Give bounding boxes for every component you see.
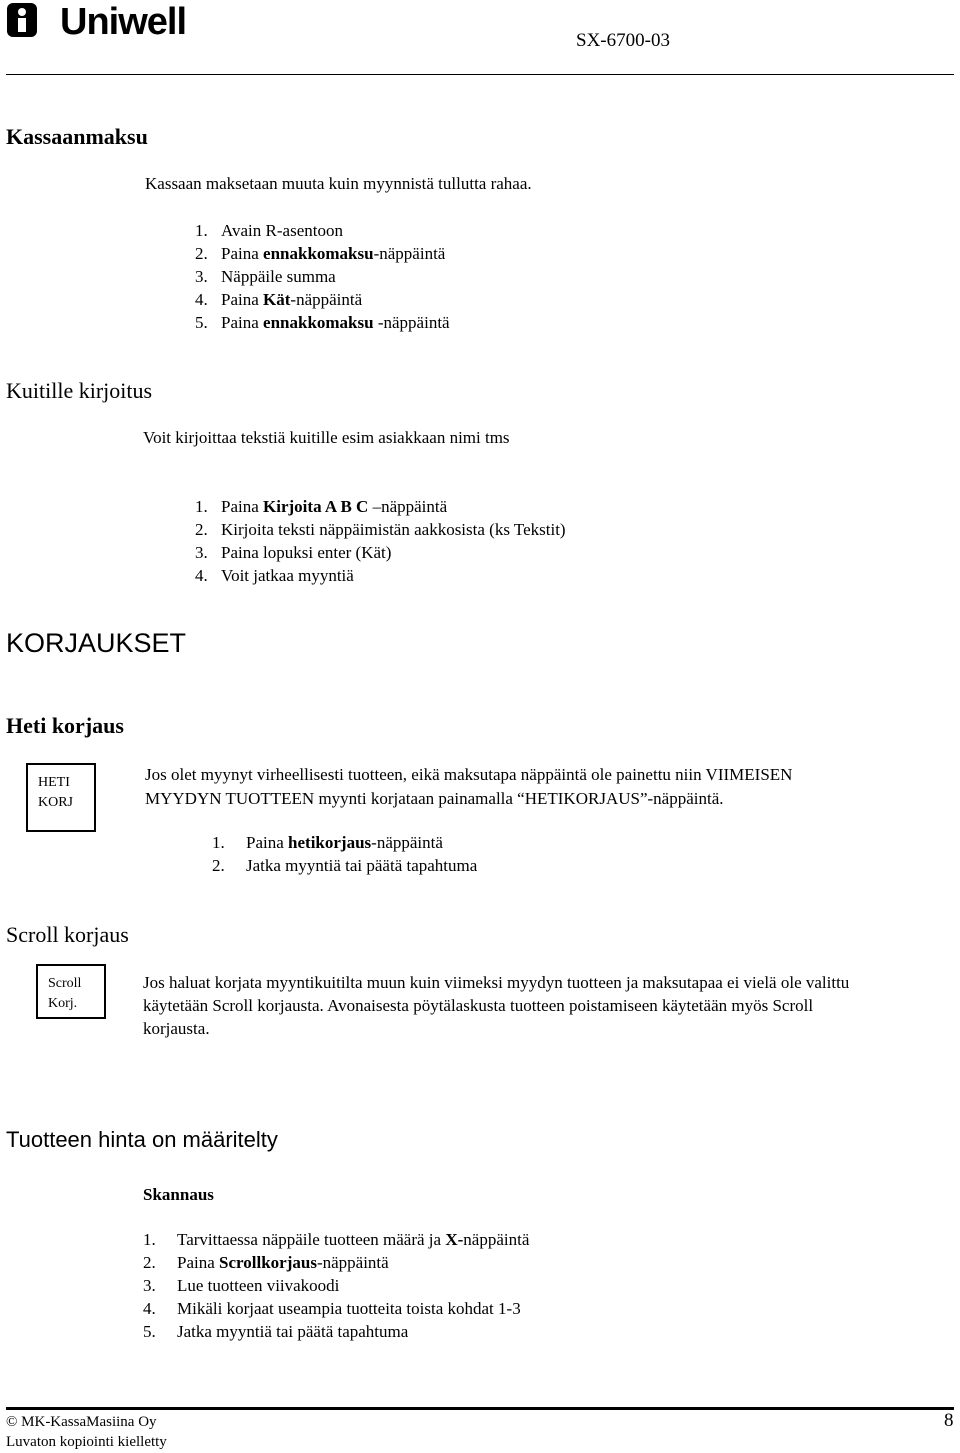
page-number: 8	[944, 1410, 954, 1431]
list-item: 2. Paina Scrollkorjaus-näppäintä	[143, 1253, 389, 1272]
section-title-kassaanmaksu: Kassaanmaksu	[6, 124, 148, 149]
kassaanmaksu-steps	[195, 219, 450, 334]
list-item: 4. Mikäli korjaat useampia tuotteita toista kohdat 1-3	[143, 1299, 521, 1318]
heti-korj-key	[26, 763, 96, 832]
uniwell-logo	[6, 0, 206, 44]
footer-text	[6, 1412, 167, 1452]
list-item: 2. Paina ennakkomaksu-näppäintä	[195, 244, 446, 263]
tuotteen-subtitle: Skannaus	[143, 1185, 214, 1204]
section-title-heti: Heti korjaus	[6, 713, 124, 738]
kuitille-intro: Voit kirjoittaa tekstiä kuitille esim asiakkaan nimi tms	[143, 428, 510, 447]
list-item: 3. Lue tuotteen viivakoodi	[143, 1276, 340, 1295]
list-item: 4. Paina Kät-näppäintä	[195, 290, 363, 309]
list-item: 2. Kirjoita teksti näppäimistän aakkosista (ks Tekstit)	[195, 520, 566, 539]
list-item: 2. Jatka myyntiä tai päätä tapahtuma	[212, 856, 478, 875]
brand-name: Uniwell	[60, 1, 187, 43]
footer-notice: Luvaton kopiointi kielletty	[6, 1434, 167, 1450]
list-item: 5. Paina ennakkomaksu -näppäintä	[195, 313, 450, 332]
header-divider	[6, 74, 954, 75]
list-item: 1. Paina Kirjoita A B C –näppäintä	[195, 497, 448, 516]
uniwell-logo-mark-icon	[6, 0, 56, 40]
key-label-line: Korj.	[48, 996, 78, 1011]
key-label-line: KORJ	[38, 795, 74, 810]
kassaanmaksu-intro: Kassaan maksetaan muuta kuin myynnistä tullutta rahaa.	[145, 174, 532, 193]
kuitille-steps	[195, 495, 566, 587]
list-item: 1. Avain R-asentoon	[195, 221, 343, 240]
section-title-scroll: Scroll korjaus	[6, 922, 129, 947]
text-line: MYYDYN TUOTTEEN myynti korjataan painamalla “HETIKORJAUS”-näppäintä.	[145, 789, 724, 808]
text-line: käytetään Scroll korjausta. Avonaisesta pöytälaskusta tuotteen poistamiseen käytetään myös Scroll	[143, 996, 814, 1015]
heti-description	[145, 763, 792, 811]
list-item: 1. Paina hetikorjaus-näppäintä	[212, 833, 443, 852]
list-item: 4. Voit jatkaa myyntiä	[195, 566, 354, 585]
list-item: 3. Paina lopuksi enter (Kät)	[195, 543, 392, 562]
key-label-line: Scroll	[48, 976, 82, 991]
scroll-korj-key	[36, 964, 106, 1019]
list-item: 1. Tarvittaessa näppäile tuotteen määrä ja X-näppäintä	[143, 1230, 530, 1249]
text-line: Jos haluat korjata myyntikuitilta muun kuin viimeksi myydyn tuotteen ja maksutapaa ei vielä ole valittu	[143, 973, 850, 992]
section-title-korjaukset: KORJAUKSET	[6, 628, 187, 658]
list-item: 3. Näppäile summa	[195, 267, 336, 286]
footer-divider	[6, 1407, 954, 1410]
key-label-line: HETI	[38, 775, 70, 790]
heti-steps	[212, 831, 477, 877]
scroll-description	[143, 971, 849, 1040]
footer-copyright: © MK-KassaMasiina Oy	[6, 1414, 157, 1430]
text-line: Jos olet myynyt virheellisesti tuotteen, eikä maksutapa näppäintä ole painettu niin VIIMEISEN	[145, 765, 793, 784]
list-item: 5. Jatka myyntiä tai päätä tapahtuma	[143, 1322, 409, 1341]
text-line: korjausta.	[143, 1019, 210, 1038]
tuotteen-steps	[143, 1228, 529, 1343]
section-title-kuitille: Kuitille kirjoitus	[6, 378, 153, 403]
section-title-tuotteen: Tuotteen hinta on määritelty	[6, 1127, 278, 1152]
document-code: SX-6700-03	[576, 30, 670, 51]
